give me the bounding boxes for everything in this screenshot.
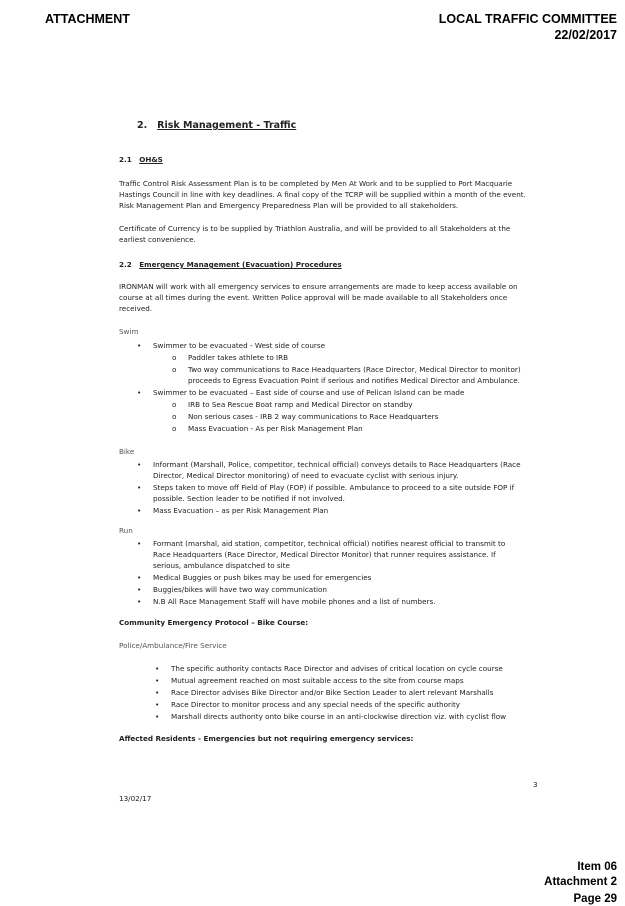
section-title [137,120,296,131]
bullet-symbol: • [155,700,160,709]
bullet-symbol: • [155,676,160,685]
paragraph-line: IRONMAN will work with all emergency services to ensure arrangements are made to keep access available on [119,282,518,291]
bullet-symbol: • [137,388,142,397]
list-item: Swimmer to be evacuated - West side of course [153,341,326,350]
run-heading: Run [119,526,133,535]
section-title-text: Risk Management - Traffic [157,120,297,131]
header-date: 22/02/2017 [554,28,617,42]
section-number: 2. [137,120,148,131]
list-item: Medical Buggies or push bikes may be used for emergencies [153,573,372,582]
list-item: Paddler takes athlete to IRB [188,353,289,362]
community-protocol-title: Community Emergency Protocol – Bike Course: [119,618,309,627]
list-item: Race Director advises Bike Director and/or Bike Section Leader to alert relevant Marshalls [171,688,494,697]
list-item: Mass Evacuation – as per Risk Management Plan [153,506,329,515]
inner-page-number: 3 [533,780,538,789]
subsection-emergency-heading [119,259,342,270]
subsection-ohs-number: 2.1 [119,155,132,164]
bullet-symbol: • [155,664,160,673]
list-item: N.B All Race Management Staff will have mobile phones and a list of numbers. [153,597,436,606]
paragraph-line: earliest convenience. [119,235,196,244]
list-item: IRB to Sea Rescue Boat ramp and Medical Director on standby [188,400,413,409]
bullet-symbol: • [137,539,142,548]
bullet-symbol: • [137,585,142,594]
sub-bullet-symbol: o [172,365,177,374]
sub-bullet-symbol: o [172,400,177,409]
paragraph-line: Certificate of Currency is to be supplied by Triathlon Australia, and will be provided to all Stakeholders at the [119,224,511,233]
list-item: Race Director to monitor process and any special needs of the specific authority [171,700,461,709]
list-item: The specific authority contacts Race Director and advises of critical location on cycle course [171,664,503,673]
list-item: Formant (marshal, aid station, competitor, technical official) notifies nearest official to transmit to [153,539,506,548]
list-item: proceeds to Egress Evacuation Point if serious and notifies Medical Director and Ambulance. [188,376,520,385]
paragraph-line: received. [119,304,153,313]
list-item: Two way communications to Race Headquarters (Race Director, Medical Director to monitor) [188,365,521,374]
bullet-symbol: • [137,460,142,469]
bullet-symbol: • [137,483,142,492]
bullet-symbol: • [137,341,142,350]
community-protocol-subtitle: Police/Ambulance/Fire Service [119,641,227,650]
list-item: Buggies/bikes will have two way communication [153,585,327,594]
list-item: Mass Evacuation - As per Risk Management Plan [188,424,363,433]
sub-bullet-symbol: o [172,424,177,433]
sub-bullet-symbol: o [172,353,177,362]
subsection-emergency-title: Emergency Management (Evacuation) Procedures [139,260,342,269]
list-item: Race Headquarters (Race Director, Medical Director Monitor) that runner requires assistance. If [153,550,496,559]
header-committee-title: LOCAL TRAFFIC COMMITTEE [438,12,617,26]
bullet-symbol: • [137,573,142,582]
sub-bullet-symbol: o [172,412,177,421]
subsection-ohs-heading [119,154,163,165]
bullet-symbol: • [137,597,142,606]
inner-footer-date: 13/02/17 [119,794,152,803]
paragraph-line: Hastings Council in line with key deadlines. A final copy of the TCRP will be supplied within a month of the event. [119,190,526,199]
paragraph-line: Risk Management Plan and Emergency Preparedness Plan will be provided to all stakeholders. [119,201,459,210]
list-item: Non serious cases - IRB 2 way communications to Race Headquarters [188,412,439,421]
list-item: Swimmer to be evacuated – East side of course and use of Pelican Island can be made [153,388,465,397]
list-item: possible. Section leader to be notified if not involved. [153,494,345,503]
header-attachment-label: ATTACHMENT [45,12,130,26]
footer-attachment: Attachment 2 [544,876,617,888]
list-item: Director, Medical Director monitoring) of need to evacuate cyclist with serious injury. [153,471,459,480]
paragraph-line: course at all times during the event. Written Police approval will be made available to all Stakeholders once [119,293,508,302]
list-item: Steps taken to move off Field of Play (FOP) if possible. Ambulance to proceed to a site outside FOP if [153,483,515,492]
bullet-symbol: • [155,688,160,697]
subsection-emergency-number: 2.2 [119,260,132,269]
affected-residents-title: Affected Residents - Emergencies but not requiring emergency services: [119,734,414,743]
list-item: Informant (Marshall, Police, competitor, technical official) conveys details to Race Headquarters (Race [153,460,521,469]
bullet-symbol: • [155,712,160,721]
list-item: Marshall directs authority onto bike course in an anti-clockwise direction viz. with cyclist flow [171,712,507,721]
swim-heading: Swim [119,327,139,336]
bike-heading: Bike [119,447,135,456]
footer-page-number: Page 29 [573,893,617,905]
footer-item-number: Item 06 [577,861,617,873]
bullet-symbol: • [137,506,142,515]
subsection-ohs-title: OH&S [139,155,163,164]
paragraph-line: Traffic Control Risk Assessment Plan is to be completed by Men At Work and to be supplied to Port Macquarie [119,179,513,188]
list-item: serious, ambulance dispatched to site [153,561,290,570]
list-item: Mutual agreement reached on most suitable access to the site from course maps [171,676,464,685]
